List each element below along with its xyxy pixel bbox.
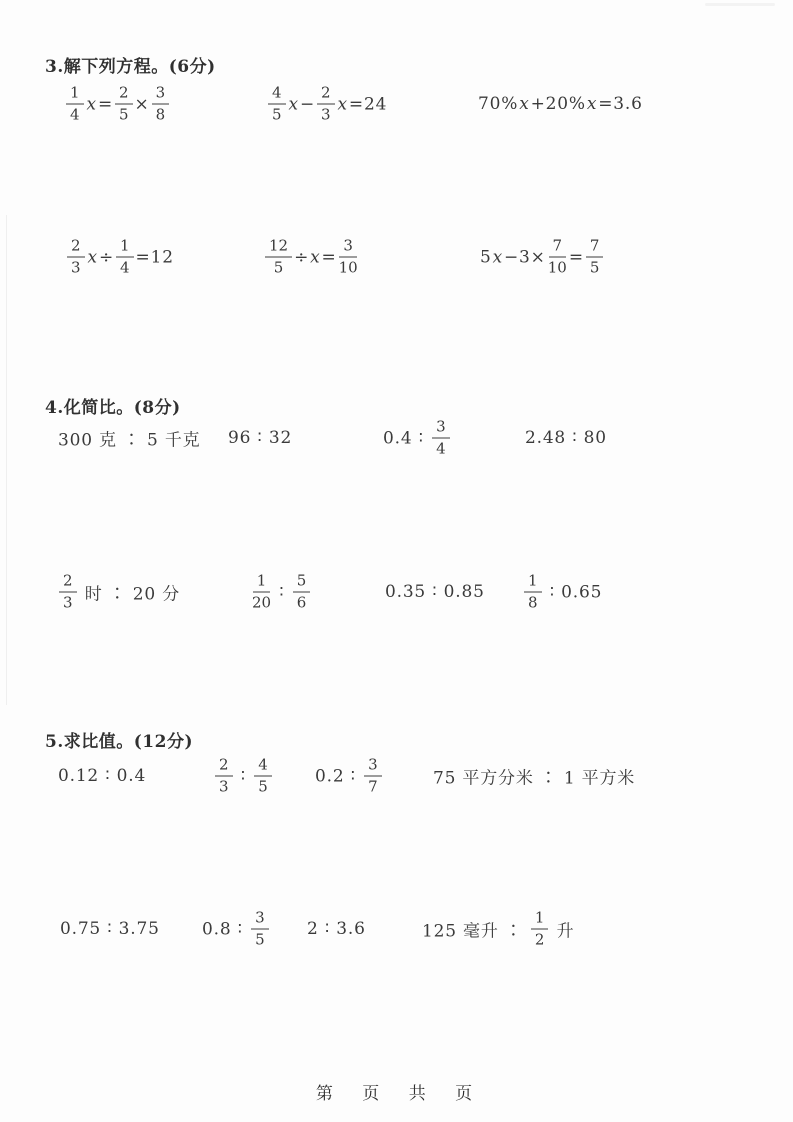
ratio-expression: 2 ∶ 3.6 [307, 919, 366, 939]
fraction: $\frac{1}{4}$ [66, 86, 84, 123]
fraction: $\frac{2}{5}$ [115, 86, 133, 123]
fraction: $\frac{3}{4}$ [432, 420, 450, 457]
ratio-expression: 96 ∶ 32 [228, 428, 293, 448]
section-simplify-ratio-title: 4.化简比。(8分) [45, 398, 181, 418]
fraction: $\frac{3}{8}$ [152, 86, 170, 123]
fraction: $\frac{2}{3}$ [215, 758, 233, 795]
scan-artifact [705, 3, 775, 6]
ratio-expression: 300 克 ∶ 5 千克 [58, 430, 201, 451]
fraction: $\frac{1}{8}$ [524, 574, 542, 611]
ratio-expression: 0.8 ∶ $\frac{3}{5}$ [202, 911, 271, 948]
fraction: $\frac{12}{5}$ [265, 239, 292, 276]
variable-x: x [87, 247, 98, 267]
fraction: $\frac{7}{10}$ [547, 236, 567, 277]
fraction: $\frac{1}{20}$ [252, 571, 272, 612]
ratio-expression: 2.48 ∶ 80 [525, 428, 607, 448]
scan-artifact [6, 215, 7, 705]
fraction: $\frac{7}{5}$ [586, 239, 604, 276]
fraction: $\frac{5}{6}$ [293, 574, 311, 611]
ratio-expression: $\frac{2}{3}$ 时 ∶ 20 分 [57, 574, 180, 611]
fraction: $\frac{3}{5}$ [251, 911, 269, 948]
variable-x: x [492, 247, 504, 267]
ratio-expression: $\frac{1}{20}$ ∶ $\frac{5}{6}$ [250, 574, 312, 611]
variable-x: x [86, 94, 97, 114]
ratio-expression: 0.75 ∶ 3.75 [60, 919, 160, 939]
ratio-expression: 0.35 ∶ 0.85 [385, 582, 485, 602]
fraction: $\frac{1}{4}$ [116, 239, 134, 276]
section-ratio-value-title: 5.求比值。(12分) [45, 732, 193, 752]
fraction: $\frac{2}{3}$ [67, 239, 85, 276]
ratio-expression: 0.4 ∶ $\frac{3}{4}$ [383, 420, 452, 457]
fraction: $\frac{4}{5}$ [268, 86, 286, 123]
fraction: $\frac{3}{7}$ [364, 758, 382, 795]
fraction: $\frac{3}{10}$ [338, 236, 358, 277]
ratio-expression: $\frac{2}{3}$ ∶ $\frac{4}{5}$ [213, 758, 274, 795]
fraction: $\frac{4}{5}$ [254, 758, 272, 795]
equation: 70% x +20% x =3.6 [478, 94, 643, 114]
equation: $\frac{1}{4}$ x = $\frac{2}{5}$ × $\frac{3}{8}$ [64, 86, 171, 123]
fraction: $\frac{1}{2}$ [531, 911, 549, 948]
section-solve-equations-title: 3.解下列方程。(6分) [45, 57, 216, 77]
fraction: $\frac{2}{3}$ [59, 574, 77, 611]
variable-x: x [586, 94, 598, 114]
ratio-expression: 0.12 ∶ 0.4 [58, 766, 147, 786]
equation: $\frac{2}{3}$ x ÷ $\frac{1}{4}$ =12 [65, 239, 174, 276]
equation: $\frac{4}{5}$ x − $\frac{2}{3}$ x =24 [266, 86, 387, 123]
fraction: $\frac{2}{3}$ [317, 86, 335, 123]
variable-x: x [337, 94, 348, 114]
ratio-expression: 75 平方分米 ∶ 1 平方米 [433, 768, 636, 789]
variable-x: x [288, 94, 299, 114]
variable-x: x [519, 94, 530, 114]
ratio-expression: 125 毫升 ∶ $\frac{1}{2}$ 升 [422, 908, 575, 949]
equation: 5 x −3× $\frac{7}{10}$ = $\frac{7}{5}$ [480, 239, 605, 276]
page-footer: 第 页 共 页 [315, 1084, 478, 1104]
ratio-expression: 0.2 ∶ $\frac{3}{7}$ [315, 758, 384, 795]
equation: $\frac{12}{5}$ ÷ x = $\frac{3}{10}$ [263, 239, 360, 276]
variable-x: x [310, 247, 321, 267]
ratio-expression: $\frac{1}{8}$ ∶ 0.65 [522, 574, 602, 611]
